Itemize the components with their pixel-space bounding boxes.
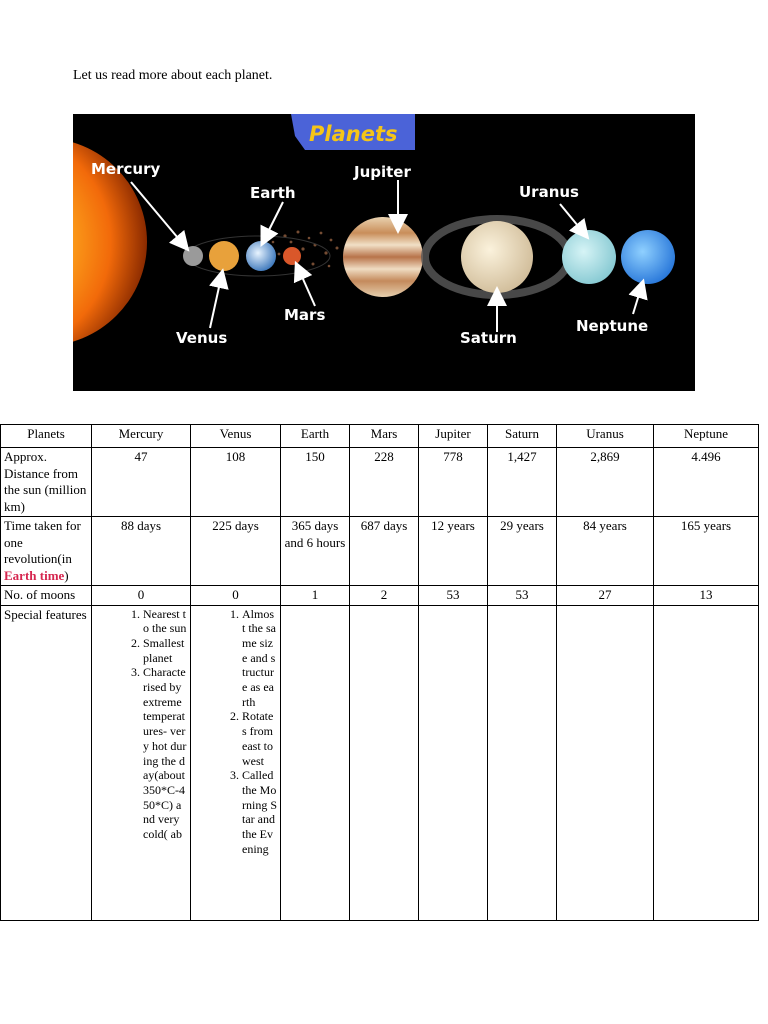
table-header-row — [1, 425, 759, 448]
arrow-earth — [265, 202, 283, 238]
table-row-distance — [1, 448, 759, 517]
list-item: 2. Rotates from east to west — [242, 709, 277, 768]
label-neptune: Neptune — [576, 317, 649, 335]
table-cell: 29 years — [488, 517, 557, 586]
earth-time-highlight: Earth time — [4, 567, 65, 583]
table-cell: 12 years — [419, 517, 488, 586]
table-cell: 0 — [92, 586, 191, 606]
planet-jupiter — [343, 217, 423, 297]
label-saturn: Saturn — [460, 329, 517, 347]
features-jupiter — [419, 605, 488, 920]
planet-neptune — [621, 230, 675, 284]
list-item: 1. Almost the same size and structure as earth — [242, 607, 277, 710]
table-cell: 225 days — [191, 517, 281, 586]
features-mercury — [92, 605, 191, 920]
label-mars: Mars — [284, 306, 326, 324]
table-cell: 108 — [191, 448, 281, 517]
planet-saturn — [461, 221, 533, 293]
table-cell: 165 years — [654, 517, 759, 586]
planet-uranus — [562, 230, 616, 284]
table-cell: 27 — [557, 586, 654, 606]
label-uranus: Uranus — [519, 183, 579, 201]
label-jupiter: Jupiter — [354, 163, 411, 181]
table-cell: 1 — [281, 586, 350, 606]
table-cell: 778 — [419, 448, 488, 517]
table-cell: 1,427 — [488, 448, 557, 517]
features-mercury-list — [95, 607, 187, 842]
features-venus-list — [194, 607, 277, 857]
features-uranus — [557, 605, 654, 920]
row-label-moons: No. of moons — [1, 586, 92, 606]
header-cell-earth: Earth — [281, 425, 350, 448]
list-item: 3. Characterised by extreme temperatures- very hot during the day(about 350*C-450*C) and very cold( ab — [143, 665, 187, 841]
table-cell: 4.496 — [654, 448, 759, 517]
list-item: 2. Smallest planet — [143, 636, 187, 665]
table-cell: 53 — [488, 586, 557, 606]
table-cell: 84 years — [557, 517, 654, 586]
planet-earth — [246, 241, 276, 271]
header-cell-uranus: Uranus — [557, 425, 654, 448]
asteroid-belt — [272, 231, 339, 268]
table-cell: 53 — [419, 586, 488, 606]
intro-text: Let us read more about each planet. — [73, 68, 273, 83]
table-cell: 150 — [281, 448, 350, 517]
arrow-neptune — [633, 288, 641, 314]
header-cell-mercury: Mercury — [92, 425, 191, 448]
table-row-revolution — [1, 517, 759, 586]
table-cell: 47 — [92, 448, 191, 517]
header-cell-neptune: Neptune — [654, 425, 759, 448]
solar-system-illustration — [73, 114, 695, 391]
table-cell: 88 days — [92, 517, 191, 586]
row-label-distance: Approx. Distance from the sun (million km) — [1, 448, 92, 517]
list-item: 1. Nearest to the sun — [143, 607, 187, 636]
arrow-mars — [299, 270, 315, 306]
table-cell: 228 — [350, 448, 419, 517]
solar-system-image — [73, 114, 695, 391]
row-label-revolution-suffix: ) — [64, 567, 69, 583]
table-cell: 2,869 — [557, 448, 654, 517]
row-label-features: Special features — [1, 605, 92, 920]
planet-venus — [209, 241, 239, 271]
header-cell-venus: Venus — [191, 425, 281, 448]
table-cell: 2 — [350, 586, 419, 606]
label-venus: Venus — [176, 329, 228, 347]
label-earth: Earth — [250, 184, 296, 202]
features-saturn — [488, 605, 557, 920]
table-row-moons — [1, 586, 759, 606]
list-item: 3. Called the Morning Star and the Evening — [242, 768, 277, 856]
arrow-uranus — [560, 204, 583, 232]
header-cell-saturn: Saturn — [488, 425, 557, 448]
row-label-revolution — [1, 517, 92, 586]
planet-mercury — [183, 246, 203, 266]
planet-mars — [283, 247, 301, 265]
features-mars — [350, 605, 419, 920]
table-cell: 13 — [654, 586, 759, 606]
table-row-features — [1, 605, 759, 920]
planet-info-table — [0, 424, 759, 921]
table-cell: 0 — [191, 586, 281, 606]
header-cell-planets: Planets — [1, 425, 92, 448]
features-earth — [281, 605, 350, 920]
table-cell: 365 days and 6 hours — [281, 517, 350, 586]
header-cell-mars: Mars — [350, 425, 419, 448]
features-venus — [191, 605, 281, 920]
arrow-venus — [210, 278, 221, 328]
features-neptune — [654, 605, 759, 920]
image-title: Planets — [309, 122, 398, 146]
label-mercury: Mercury — [91, 160, 161, 178]
table-cell: 687 days — [350, 517, 419, 586]
header-cell-jupiter: Jupiter — [419, 425, 488, 448]
row-label-revolution-prefix: Time taken for one revolution(in — [4, 518, 81, 566]
